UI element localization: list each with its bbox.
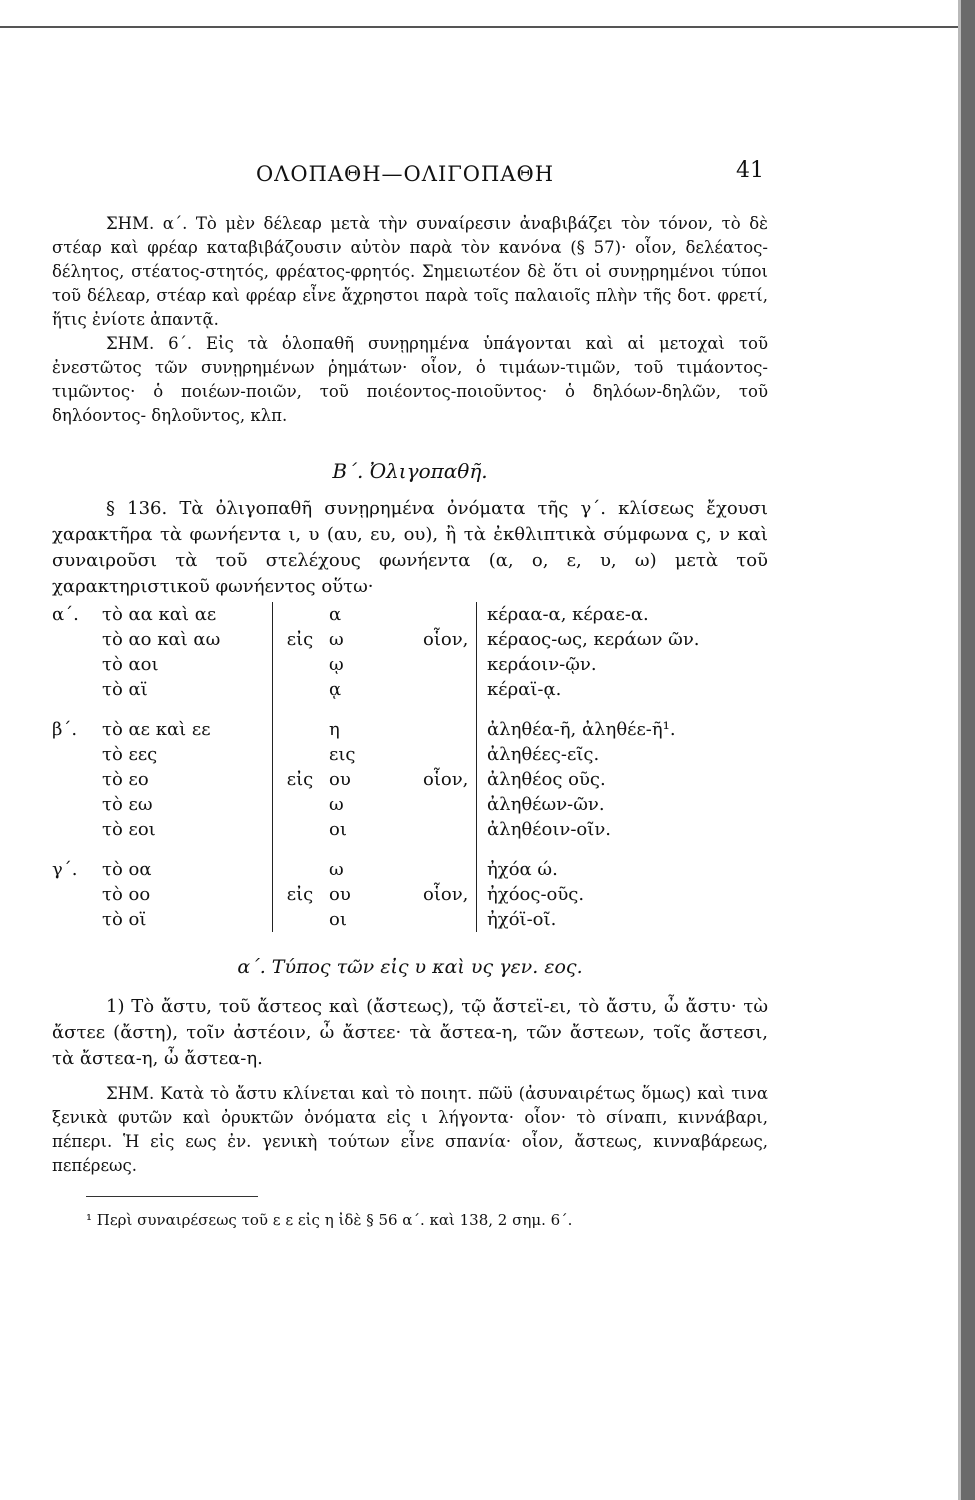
note-beta: ΣΗΜ. 6΄. Εἰς τὰ ὁλοπαθῆ συνῃρημένα ὑπάγονται καὶ αἱ μετοχαὶ τοῦ ἐνεστῶτος τῶν συνῃρημένων ῥημάτων· οἷον, ὁ τιμάων-τιμῶν, τοῦ τιμάοντος-τιμῶντος· ὁ ποιέων-ποιῶν, τοῦ ποιέοντος-ποιοῦντος· ὁ δηλόων-δηλῶν, τοῦ δηλόοντος- δηλοῦντος, κλπ.	[52, 334, 768, 425]
group-label	[52, 767, 102, 792]
note-alpha: ΣΗΜ. α΄. Τὸ μὲν δέλεαρ μετὰ τὴν συναίρεσιν ἀναβιβάζει τὸν τόνον, τὸ δὲ στέαρ καὶ φρέαρ καταβιβάζουσιν αὐτὸν παρὰ τὸν κανόνα (§ 57)· οἷον, δελέατος-δέλητος, στέατος-στητός, φρέατος-φρητός. Σημειωτέον δὲ ὅτι οἱ συνῃρημένοι τύποι τοῦ δέλεαρ, στέαρ καὶ φρέαρ εἶνε ἄχρηστοι παρὰ τοῖς παλαιοῖς πλὴν τῆς δοτ. φρετί, ἥτις ἐνίοτε ἀπαντᾷ.	[52, 214, 768, 329]
result-vowel: ου	[329, 769, 351, 790]
section-heading: Β΄. Ὀλιγοπαθῆ.	[332, 459, 488, 483]
left-pair: τὸ οα	[102, 859, 152, 880]
page-edge	[961, 0, 975, 1500]
result-vowel: εις	[329, 744, 356, 765]
eis-word	[272, 677, 327, 702]
result-vowel: οι	[329, 909, 347, 930]
oion-word	[417, 817, 477, 842]
result-vowel: η	[329, 719, 340, 740]
table-spacer	[272, 842, 327, 857]
group-label	[52, 627, 102, 652]
page-number: 41	[736, 158, 764, 183]
result-vowel: οι	[329, 819, 347, 840]
eis-word	[272, 907, 327, 932]
table-spacer	[52, 842, 102, 857]
footnote: ¹ Περὶ συναιρέσεως τοῦ ε ε εἰς η ἰδὲ § 56 α΄. καὶ 138, 2 σημ. 6΄.	[86, 1211, 573, 1229]
oion-word	[417, 742, 477, 767]
result-vowel: ῳ	[329, 654, 344, 675]
left-pair: τὸ οο	[102, 884, 151, 905]
result-vowel: ου	[329, 884, 351, 905]
top-edge-line	[0, 26, 975, 28]
group-label: β΄.	[52, 719, 78, 740]
left-pair: τὸ αα καὶ αε	[102, 604, 217, 625]
paragraph-astu: 1) Τὸ ἄστυ, τοῦ ἄστεος καὶ (ἄστεως), τῷ ἄστεϊ-ει, τὸ ἄστυ, ὦ ἄστυ· τὼ ἄστεε (ἄστη), τοῖν ἀστέοιν, ὦ ἄστεε· τὰ ἄστεα-η, τῶν ἄστεων, τοῖς ἄστεσι, τὰ ἄστεα-η, ὦ ἄστεα-η.	[52, 996, 768, 1069]
contraction-table	[52, 602, 768, 932]
left-pair: τὸ αε καὶ εε	[102, 719, 211, 740]
left-pair: τὸ εες	[102, 744, 158, 765]
eis-word: εἰς	[272, 627, 327, 652]
table-spacer	[327, 702, 417, 717]
group-label: α΄.	[52, 604, 79, 625]
table-spacer	[417, 842, 477, 857]
left-pair: τὸ εοι	[102, 819, 156, 840]
example: ἀληθέος οῦς.	[487, 769, 606, 790]
group-label	[52, 742, 102, 767]
table-spacer	[417, 702, 477, 717]
eis-word: εἰς	[272, 882, 327, 907]
group-label	[52, 652, 102, 677]
eis-word	[272, 857, 327, 882]
example: κέραα-α, κέραε-α.	[487, 604, 649, 625]
table-spacer	[102, 842, 272, 857]
eis-word	[272, 602, 327, 627]
example: ἀληθέοιν-οῖν.	[487, 819, 611, 840]
example: ἠχόος-οῦς.	[487, 884, 585, 905]
left-pair: τὸ εω	[102, 794, 153, 815]
example: ἠχόϊ-οῖ.	[487, 909, 557, 930]
left-pair: τὸ αϊ	[102, 679, 148, 700]
oion-word	[417, 602, 477, 627]
eis-word	[272, 652, 327, 677]
example: ἀληθέων-ῶν.	[487, 794, 605, 815]
example: ἀληθέες-εῖς.	[487, 744, 600, 765]
group-label	[52, 792, 102, 817]
left-pair: τὸ οϊ	[102, 909, 147, 930]
oion-word	[417, 907, 477, 932]
example: κέραϊ-ᾳ.	[487, 679, 562, 700]
group-label	[52, 882, 102, 907]
example: κέραος-ως, κεράων ῶν.	[487, 629, 700, 650]
typos-heading: α΄. Τύπος τῶν εἰς υ καὶ υς γεν. εος.	[237, 956, 583, 978]
table-spacer	[477, 702, 768, 717]
result-vowel: α	[329, 604, 342, 625]
page-body	[52, 212, 768, 1233]
result-vowel: ᾳ	[329, 679, 342, 700]
note-bottom: ΣΗΜ. Κατὰ τὸ ἄστυ κλίνεται καὶ τὸ ποιητ. πῶϋ (ἀσυναιρέτως ὅμως) καὶ τινα ξενικὰ φυτῶν καὶ ὀρυκτῶν ὀνόματα εἰς ι λήγοντα· οἷον· τὸ σίναπι, κιννάβαρι, πέπερι. Ἡ εἰς εως ἐν. γενικὴ τούτων εἶνε σπανία· οἷον, ἄστεως, κινναβάρεως, πεπέρεως.	[52, 1084, 768, 1175]
group-label	[52, 907, 102, 932]
group-label: γ΄.	[52, 859, 78, 880]
page-header	[60, 158, 764, 194]
eis-word	[272, 817, 327, 842]
oion-word: οἷον,	[417, 767, 477, 792]
oion-word: οἷον,	[417, 882, 477, 907]
oion-word	[417, 677, 477, 702]
left-pair: τὸ εο	[102, 769, 149, 790]
table-spacer	[52, 702, 102, 717]
oion-word	[417, 652, 477, 677]
oion-word	[417, 717, 477, 742]
oion-word	[417, 857, 477, 882]
example: κεράοιν-ῷν.	[487, 654, 597, 675]
left-pair: τὸ αο καὶ αω	[102, 629, 221, 650]
paragraph-136: § 136. Τὰ ὀλιγοπαθῆ συνῃρημένα ὀνόματα τῆς γ΄. κλίσεως ἔχουσι χαρακτῆρα τὰ φωνήεντα ι, υ (αυ, ευ, ου), ἢ τὰ ἐκθλιπτικὰ σύμφωνα ς, ν καὶ συναιροῦσι τὰ τοῦ στελέχους φωνήεντα (α, ο, ε, υ, ω) μετὰ τοῦ χαρακτηριστικοῦ φωνήεντος οὕτω·	[52, 498, 768, 597]
footnote-rule	[86, 1196, 258, 1197]
table-spacer	[102, 702, 272, 717]
group-label	[52, 817, 102, 842]
result-vowel: ω	[329, 859, 344, 880]
table-spacer	[327, 842, 417, 857]
oion-word: οἷον,	[417, 627, 477, 652]
running-title: ΟΛΟΠΑΘΗ—ΟΛΙΓΟΠΑΘΗ	[255, 162, 555, 186]
oion-word	[417, 792, 477, 817]
eis-word	[272, 717, 327, 742]
example: ἀληθέα-ῆ, ἀληθέε-ῆ¹.	[487, 719, 676, 740]
eis-word: εἰς	[272, 767, 327, 792]
eis-word	[272, 742, 327, 767]
result-vowel: ω	[329, 629, 344, 650]
table-spacer	[272, 702, 327, 717]
eis-word	[272, 792, 327, 817]
left-pair: τὸ αοι	[102, 654, 159, 675]
example: ἠχόα ώ.	[487, 859, 558, 880]
result-vowel: ω	[329, 794, 344, 815]
group-label	[52, 677, 102, 702]
table-spacer	[477, 842, 768, 857]
